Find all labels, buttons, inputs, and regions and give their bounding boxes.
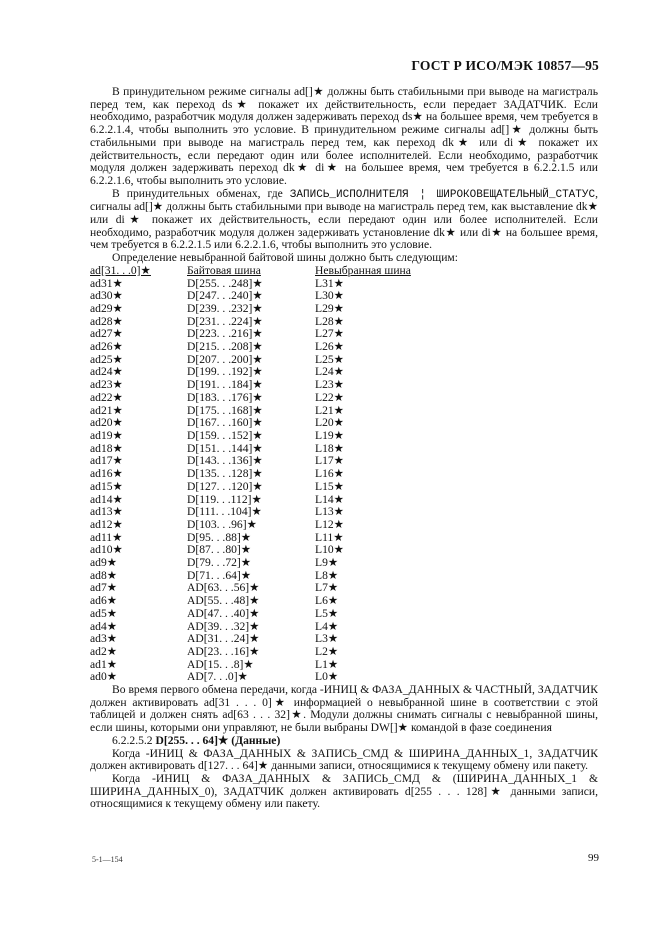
ad-signal-cell: ad14★ xyxy=(90,492,123,506)
ad-signal-cell: ad4★ xyxy=(90,619,118,633)
ad-signal-cell: ad30★ xyxy=(90,289,123,303)
unselected-bus-cell: L25★ xyxy=(315,352,345,366)
unselected-bus-cell: L11★ xyxy=(315,530,344,544)
table-row xyxy=(90,659,411,672)
byte-bus-cell: AD[31. . .24]★ xyxy=(187,632,260,646)
section-number: 6.2.2.5.2 xyxy=(112,733,156,747)
table-row xyxy=(90,646,411,659)
byte-bus-cell: AD[63. . .56]★ xyxy=(187,581,260,595)
page-number: 99 xyxy=(588,852,599,864)
unselected-bus-cell: L15★ xyxy=(315,479,345,493)
byte-bus-cell: D[231. . .224]★ xyxy=(187,314,263,328)
condition-expression: ЗАПИСЬ_ИСПОЛНИТЕЛЯ ¦ ШИРОКОВЕЩАТЕЛЬНЫЙ_СТАТУС xyxy=(289,188,596,201)
ad-signal-cell: ad21★ xyxy=(90,403,123,417)
unselected-bus-cell: L10★ xyxy=(315,543,345,557)
unselected-bus-cell: L5★ xyxy=(315,606,339,620)
ad-signal-cell: ad26★ xyxy=(90,340,123,354)
unselected-bus-cell: L7★ xyxy=(315,581,339,595)
table-row xyxy=(90,392,411,405)
unselected-bus-cell: L31★ xyxy=(315,276,345,290)
byte-bus-cell: D[167. . .160]★ xyxy=(187,416,263,430)
ad-signal-cell: ad9★ xyxy=(90,556,118,570)
unselected-bus-cell: L0★ xyxy=(315,670,339,684)
byte-bus-cell: D[103. . .96]★ xyxy=(187,517,257,531)
unselected-bus-cell: L9★ xyxy=(315,556,339,570)
byte-bus-cell: AD[23. . .16]★ xyxy=(187,644,260,658)
byte-bus-cell: D[183. . .176]★ xyxy=(187,390,263,404)
table-row xyxy=(90,430,411,443)
table-row xyxy=(90,557,411,570)
byte-bus-cell: D[215. . .208]★ xyxy=(187,340,263,354)
unselected-bus-cell: L30★ xyxy=(315,289,345,303)
unselected-bus-cell: L16★ xyxy=(315,467,345,481)
ad-signal-cell: ad25★ xyxy=(90,352,123,366)
ad-signal-cell: ad5★ xyxy=(90,606,118,620)
paragraph-text: , сигналы ad[]★ должны быть стабильными при выводе на магистраль перед тем, как выставление dk★ или di★ покажет их действительность, если передают один или более исполнителей. Если необходимо, разработчик модуля должен задерживать установление dk★ или di★ на большее время, чем требуется в 6.2.2.1.5 или 6.2.2.1.6, чтобы выполнить это условие. xyxy=(90,186,598,252)
ad-signal-cell: ad31★ xyxy=(90,276,123,290)
ad-signal-cell: ad24★ xyxy=(90,365,123,379)
ad-signal-cell: ad20★ xyxy=(90,416,123,430)
byte-bus-cell: D[151. . .144]★ xyxy=(187,441,263,455)
paragraph-forced-mode: В принудительном режиме сигналы ad[]★ должны быть стабильными при выводе на магистраль перед тем, как переход ds★ покажет их действительность, если передает ЗАДАТЧИК. Если необходимо, разработчик модуля должен задерживать переход ds★ на большее время, чем требуется в 6.2.2.1.4, чтобы выполнить это условие. В принудительном режиме сигналы ad[]★ должны быть стабильными при выводе на магистраль перед тем, как переход dk★ или di★ покажет их действительность, если передают один или более исполнителей. Если необходимо, разработчик модуля должен задерживать переход dk★ di★ на большее время, чем требуется в 6.2.2.1.5 или 6.2.2.1.6, чтобы выполнить это условие. xyxy=(90,85,598,187)
table-row xyxy=(90,519,411,532)
footer-code: 5-1—154 xyxy=(92,855,123,864)
table-row xyxy=(90,379,411,392)
byte-bus-cell: D[207. . .200]★ xyxy=(187,352,263,366)
ad-signal-cell: ad11★ xyxy=(90,530,123,544)
ad-signal-cell: ad3★ xyxy=(90,632,118,646)
byte-bus-cell: AD[47. . .40]★ xyxy=(187,606,260,620)
byte-bus-cell: AD[15. . .8]★ xyxy=(187,657,254,671)
byte-bus-cell: D[87. . .80]★ xyxy=(187,543,252,557)
table-body xyxy=(90,278,411,685)
table-row xyxy=(90,341,411,354)
paragraph-text: В принудительных обменах, где xyxy=(112,186,290,200)
ad-signal-cell: ad12★ xyxy=(90,517,123,531)
unselected-bus-cell: L17★ xyxy=(315,454,345,468)
byte-bus-cell: D[119. . .112]★ xyxy=(187,492,262,506)
unselected-bus-cell: L1★ xyxy=(315,657,339,671)
byte-bus-cell: D[79. . .72]★ xyxy=(187,556,252,570)
section-heading xyxy=(90,735,598,748)
unselected-bus-cell: L14★ xyxy=(315,492,345,506)
document-body xyxy=(90,86,598,811)
ad-signal-cell: ad17★ xyxy=(90,454,123,468)
byte-bus-cell: D[143. . .136]★ xyxy=(187,454,263,468)
byte-bus-cell: D[127. . .120]★ xyxy=(187,479,263,493)
unselected-bus-cell: L27★ xyxy=(315,327,345,341)
byte-bus-cell: D[159. . .152]★ xyxy=(187,428,263,442)
unselected-bus-table xyxy=(90,265,411,684)
byte-bus-cell: AD[55. . .48]★ xyxy=(187,594,260,608)
unselected-bus-cell: L28★ xyxy=(315,314,345,328)
unselected-bus-cell: L18★ xyxy=(315,441,345,455)
unselected-bus-cell: L3★ xyxy=(315,632,339,646)
paragraph-write-255-128: Когда -ИНИЦ & ФАЗА_ДАННЫХ & ЗАПИСЬ_СМД & (ШИРИНА_ДАННЫХ_1 & ШИРИНА_ДАННЫХ_0), ЗАДАТЧИК должен активировать d[255 . . . 128]★ данными записи, относящимися к текущему обмену или пакету. xyxy=(90,771,598,811)
byte-bus-cell: D[135. . .128]★ xyxy=(187,467,263,481)
ad-signal-cell: ad23★ xyxy=(90,378,123,392)
ad-signal-cell: ad22★ xyxy=(90,390,123,404)
unselected-bus-cell: L2★ xyxy=(315,644,339,658)
table-row xyxy=(90,303,411,316)
byte-bus-cell: D[175. . .168]★ xyxy=(187,403,263,417)
byte-bus-cell: D[111. . .104]★ xyxy=(187,505,262,519)
column-header-ad: ad[31. . .0]★ xyxy=(90,263,151,277)
ad-signal-cell: ad15★ xyxy=(90,479,123,493)
byte-bus-cell: AD[39. . .32]★ xyxy=(187,619,260,633)
unselected-bus-cell: L8★ xyxy=(315,568,339,582)
ad-signal-cell: ad8★ xyxy=(90,568,118,582)
unselected-bus-cell: L21★ xyxy=(315,403,345,417)
byte-bus-cell: D[71. . .64]★ xyxy=(187,568,252,582)
unselected-bus-cell: L24★ xyxy=(315,365,345,379)
ad-signal-cell: ad13★ xyxy=(90,505,123,519)
unselected-bus-cell: L6★ xyxy=(315,594,339,608)
byte-bus-cell: D[191. . .184]★ xyxy=(187,378,263,392)
byte-bus-cell: D[199. . .192]★ xyxy=(187,365,263,379)
byte-bus-cell: D[247. . .240]★ xyxy=(187,289,263,303)
unselected-bus-cell: L4★ xyxy=(315,619,339,633)
byte-bus-cell: D[255. . .248]★ xyxy=(187,276,263,290)
unselected-bus-cell: L20★ xyxy=(315,416,345,430)
byte-bus-cell: D[239. . .232]★ xyxy=(187,301,263,315)
ad-signal-cell: ad7★ xyxy=(90,581,118,595)
unselected-bus-cell: L19★ xyxy=(315,428,345,442)
ad-signal-cell: ad16★ xyxy=(90,467,123,481)
column-header-byte-bus: Байтовая шина xyxy=(187,263,261,277)
unselected-bus-cell: L29★ xyxy=(315,301,345,315)
column-header-unselected-bus: Невыбранная шина xyxy=(315,263,411,277)
standard-header: ГОСТ Р ИСО/МЭК 10857—95 xyxy=(411,58,599,73)
ad-signal-cell: ad10★ xyxy=(90,543,123,557)
ad-signal-cell: ad18★ xyxy=(90,441,123,455)
paragraph-forced-exchanges xyxy=(90,188,598,253)
ad-signal-cell: ad19★ xyxy=(90,428,123,442)
table-row xyxy=(90,595,411,608)
byte-bus-cell: D[95. . .88]★ xyxy=(187,530,252,544)
paragraph-first-exchange: Во время первого обмена передачи, когда -ИНИЦ & ФАЗА_ДАННЫХ & ЧАСТНЫЙ, ЗАДАТЧИК должен активировать ad[31 . . . 0]★ информацией о невыбранной шине в соответствии с этой таблицей и должен снять ad[63 . . . 32]★. Модули должны снимать сигналы с невыбранной шины, если шины, которыми они управляют, не были выбраны DW[]★ командой в фазе соединения xyxy=(90,683,598,735)
unselected-bus-cell: L12★ xyxy=(315,517,345,531)
ad-signal-cell: ad2★ xyxy=(90,644,118,658)
paragraph-table-intro: Определение невыбранной байтовой шины должно быть следующим: xyxy=(112,251,458,265)
unselected-bus-cell: L23★ xyxy=(315,378,345,392)
table-row xyxy=(90,506,411,519)
byte-bus-cell: D[223. . .216]★ xyxy=(187,327,263,341)
ad-signal-cell: ad1★ xyxy=(90,657,118,671)
ad-signal-cell: ad0★ xyxy=(90,670,118,684)
table-header-row xyxy=(90,265,411,278)
ad-signal-cell: ad27★ xyxy=(90,327,123,341)
unselected-bus-cell: L13★ xyxy=(315,505,345,519)
unselected-bus-cell: L22★ xyxy=(315,390,345,404)
section-title: D[255. . . 64]★ (Данные) xyxy=(155,733,281,747)
paragraph-write-127-64: Когда -ИНИЦ & ФАЗА_ДАННЫХ & ЗАПИСЬ_СМД & ШИРИНА_ДАННЫХ_1, ЗАДАТЧИК должен активировать d[127. . . 64]★ данными записи, относящимися к текущему обмену или пакету. xyxy=(90,746,598,773)
table-row xyxy=(90,608,411,621)
ad-signal-cell: ad28★ xyxy=(90,314,123,328)
ad-signal-cell: ad29★ xyxy=(90,301,123,315)
unselected-bus-cell: L26★ xyxy=(315,340,345,354)
ad-signal-cell: ad6★ xyxy=(90,594,118,608)
table-row xyxy=(90,481,411,494)
byte-bus-cell: AD[7. . .0]★ xyxy=(187,670,248,684)
table-row xyxy=(90,468,411,481)
